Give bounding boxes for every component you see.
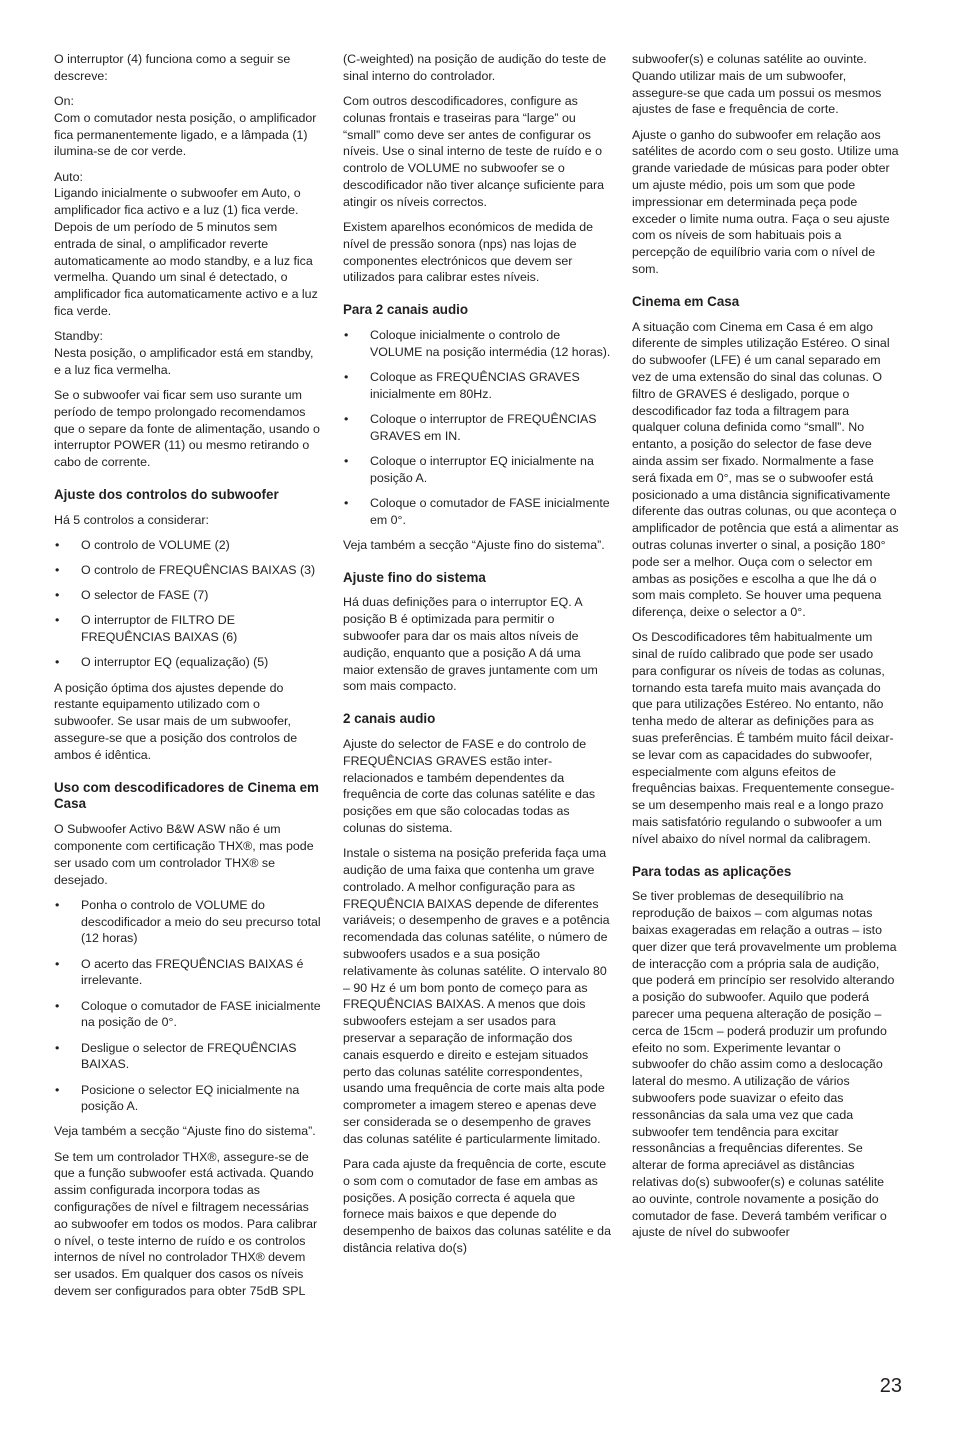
paragraph-standby-mode: Standby: Nesta posição, o amplificador está em standby, e a luz fica vermelha. [54, 329, 314, 377]
paragraph: Os Descodificadores têm habitualmente um sinal de ruído calibrado que pode ser usado para configurar os níveis de todas as colunas, tornando esta tarefa muito mais avançada do que para utilizações Estéreo. No entanto, não tenha medo de alterar as definições para as suas preferências. É também muito fácil deixar-se levar com as capacidades do subwoofer, especialmente com alguns efeitos de frequências baixas. Frequentemente consegue-se um desempenho mais real e a longo prazo mais satisfatório regulando o subwoofer a um nível abaixo do nível normal da calibragem. [632, 630, 895, 846]
paragraph: A posição óptima dos ajustes depende do restante equipamento utilizado com o subwoofer. Se usar mais de um subwoofer, assegure-se que a posição dos controlos de ambos é idêntica. [54, 680, 298, 762]
list-item: • Coloque as FREQUÊNCIAS GRAVES inicialmente em 80Hz. [343, 369, 611, 403]
list-item: • Coloque o comutador de FASE inicialmente na posição de 0°. [54, 998, 322, 1032]
column-1 [54, 51, 322, 1308]
paragraph-auto-mode: Auto: Ligando inicialmente o subwoofer em Auto, o amplificador fica activo e a luz (1) fica verde. Depois de um período de 5 minutos sem entrada de sinal, o amplificador reverte automaticamente ao modo standby, e a luz fica vermelha. Quando um sinal é detectado, o amplificador fica automaticamente activo e a luz fica verde. [54, 169, 318, 318]
section-heading: Uso com descodificadores de Cinema em Casa [54, 779, 319, 812]
section-heading: Ajuste fino do sistema [343, 569, 486, 585]
list-item: • O interruptor EQ (equalização) (5) [54, 654, 322, 671]
list-item: • O controlo de VOLUME (2) [54, 537, 322, 554]
page-number: 23 [879, 1375, 902, 1397]
list-item: • O selector de FASE (7) [54, 587, 322, 604]
paragraph: subwoofer(s) e colunas satélite ao ouvinte. Quando utilizar mais de um subwoofer, assegure-se que cada um possui os mesmos ajustes de fase e frequência de corte. [632, 52, 882, 117]
column-3 [632, 51, 900, 1250]
list-item: • O interruptor de FILTRO DE FREQUÊNCIAS BAIXAS (6) [54, 612, 322, 646]
list-item: • O controlo de FREQUÊNCIAS BAIXAS (3) [54, 562, 322, 579]
list-item: • Coloque o interruptor EQ inicialmente na posição A. [343, 453, 611, 487]
paragraph: O interruptor (4) funciona como a seguir se descreve: [54, 52, 291, 83]
paragraph: Há 5 controlos a considerar: [54, 512, 209, 527]
list-item: • Posicione o selector EQ inicialmente na posição A. [54, 1082, 322, 1116]
list-item: • O acerto das FREQUÊNCIAS BAIXAS é irrelevante. [54, 956, 322, 990]
section-heading: 2 canais audio [343, 711, 436, 727]
bullet-list [54, 897, 322, 1115]
paragraph: O Subwoofer Activo B&W ASW não é um componente com certificação THX®, mas pode ser usado com um controlador THX® se desejado. [54, 822, 314, 887]
paragraph: Ajuste do selector de FASE e do controlo de FREQUÊNCIAS GRAVES estão inter-relacionados e também dependentes da frequência de corte das colunas satélite e das posições em que são colocadas todas as colunas do sistema. [343, 737, 596, 836]
paragraph: Com outros descodificadores, configure as colunas frontais e traseiras para “large” ou “small” como deve ser antes de configurar os níveis. Use o sinal interno de teste de ruído e o controlo de VOLUME no subwoofer se o descodificador não tiver alcançe suficiente para atingir os níveis correctos. [343, 93, 605, 209]
column-2 [343, 51, 611, 1265]
bullet-list [343, 327, 611, 529]
section-heading: Para 2 canais audio [343, 302, 469, 318]
paragraph: Para cada ajuste da frequência de corte, escute o som com o comutador de fase em ambas as posições. A posição correcta é aquela que fornece mais baixos e que depende do desempenho de baixos das colunas satélite e da distância relativa do(s) [343, 1156, 611, 1255]
section-heading: Cinema em Casa [632, 293, 740, 309]
list-item: • Ponha o controlo de VOLUME do descodificador a meio do seu precurso total (12 horas) [54, 897, 322, 947]
paragraph: Ajuste o ganho do subwoofer em relação aos satélites de acordo com o seu gosto. Utilize uma grande variedade de músicas para poder obter um ajuste médio, pois um som que pode impressionar em determinada peça pode exceder o limite numa outra. Faça o seu ajuste com os níveis de som habituais pois a percepção de equilíbrio varia com o nível de som. [632, 127, 899, 276]
section-heading: Para todas as aplicações [632, 863, 792, 879]
list-item: • Coloque o comutador de FASE inicialmente em 0°. [343, 495, 611, 529]
paragraph: Se tiver problemas de desequilíbrio na reprodução de baixos – com algumas notas baixas exageradas em relação a outras – isto quer dizer que terá provavelmente um problema de interacção com a própria sala de audição, que poderá em princípio ser resolvido alterando a posição do subwoofer. Aquilo que poderá parecer uma pequena alteração de posição – cerca de 15cm – poderá produzir um profundo efeito no som. Experimente levantar o subwoofer do chão assim como a deslocação lateral do mesmo. A utilização de vários subwoofers pode suavizar o efeito das ressonâncias da sala uma vez que cada subwoofer tem tendência para excitar ressonâncias a frequências diferentes. Se alterar de forma apreciável as distâncias relativas do(s) subwoofer(s) e colunas satélite ao ouvinte, controle novamente a posição do comutador de fase. Deverá também verificar o ajuste de nível do subwoofer [632, 889, 897, 1240]
paragraph: A situação com Cinema em Casa é em algo diferente de simples utilização Estéreo. O sinal do subwoofer (LFE) é um canal separado em vez de uma extensão do sinal das colunas. O filtro de GRAVES é desligado, porque o descodificador faz toda a filtragem para qualquer coluna definida como “small”. No entanto, a posição do selector de fase deve ainda assim ser fixado. Normalmente a fase será fixada em 0°, mas se o subwoofer está posicionado a uma distância significativamente diferente das outras colunas, ou que aconteça o amplificador de potência que está a alimentar as outras colunas inverter o sinal, a posição 180° pode ser a melhor. Ouça com o selector em ambas as posições e escolha a que lhe dá o som mais completo. Se houver uma pequena diferença, deixe o selector a 0°. [632, 319, 899, 620]
paragraph: Instale o sistema na posição preferida faça uma audição de uma faixa que contenha um grave controlado. A melhor configuração para as FREQUÊNCIA BAIXAS depende de diferentes variáveis; o desempenho de graves e a potência recomendada das colunas satélite, o número de subwoofers usados e a sua posição relativamente às colunas satélite. O intervalo 80 – 90 Hz é um bom ponto de começo para as FREQUÊNCIAS BAIXAS. A menos que dois subwoofers estejam a ser usados para preservar a separação de informação dos canais esquerdo e direito e estejam situados perto das colunas satélite correspondentes, usando uma frequência de corte mais alta pode comprometer a imagem stereo e apenas deve ser considerada se o desempenho de graves das colunas satélite é particularmente limitado. [343, 846, 610, 1146]
paragraph: Se o subwoofer vai ficar sem uso surante um período de tempo prolongado recomendamos que o separe da fonte de alimentação, usando o interruptor POWER (11) ou mesmo retirando o cabo de corrente. [54, 387, 320, 470]
list-item: • Desligue o selector de FREQUÊNCIAS BAIXAS. [54, 1040, 322, 1074]
paragraph: Se tem um controlador THX®, assegure-se de que a função subwoofer está activada. Quando assim configurada incorpora todas as configurações de nível e filtragem necessárias ao subwoofer em todos os modos. Para calibrar o nível, o teste interno de ruído e os controlos internos de nível no controlador THX® devem ser usados. Em qualquer dos casos os níveis devem ser configurados para obter 75dB SPL [54, 1149, 318, 1299]
section-heading: Ajuste dos controlos do subwoofer [54, 486, 279, 502]
list-item: • Coloque o interruptor de FREQUÊNCIAS GRAVES em IN. [343, 411, 611, 445]
paragraph-on-mode: On: Com o comutador nesta posição, o amplificador fica permanentemente ligado, e a lâmpada (1) ilumina-se de cor verde. [54, 93, 317, 159]
paragraph: (C-weighted) na posição de audição do teste de sinal interno do controlador. [343, 52, 607, 83]
paragraph: Há duas definições para o interruptor EQ. A posição B é optimizada para permitir o subwoofer para dar os mais altos níveis de audição, enquanto que a posição A dá uma maior extensão de graves juntamente com um som mais compacto. [343, 595, 598, 694]
paragraph: Veja também a secção “Ajuste fino do sistema”. [54, 1124, 316, 1139]
list-item: • Coloque inicialmente o controlo de VOLUME na posição intermédia (12 horas). [343, 327, 611, 361]
paragraph: Existem aparelhos económicos de medida de nível de pressão sonora (nps) nas lojas de componentes electrónicos que devem ser utilizados para calibrar estes níveis. [343, 219, 594, 285]
paragraph: Veja também a secção “Ajuste fino do sistema”. [343, 537, 605, 552]
bullet-list [54, 537, 322, 671]
